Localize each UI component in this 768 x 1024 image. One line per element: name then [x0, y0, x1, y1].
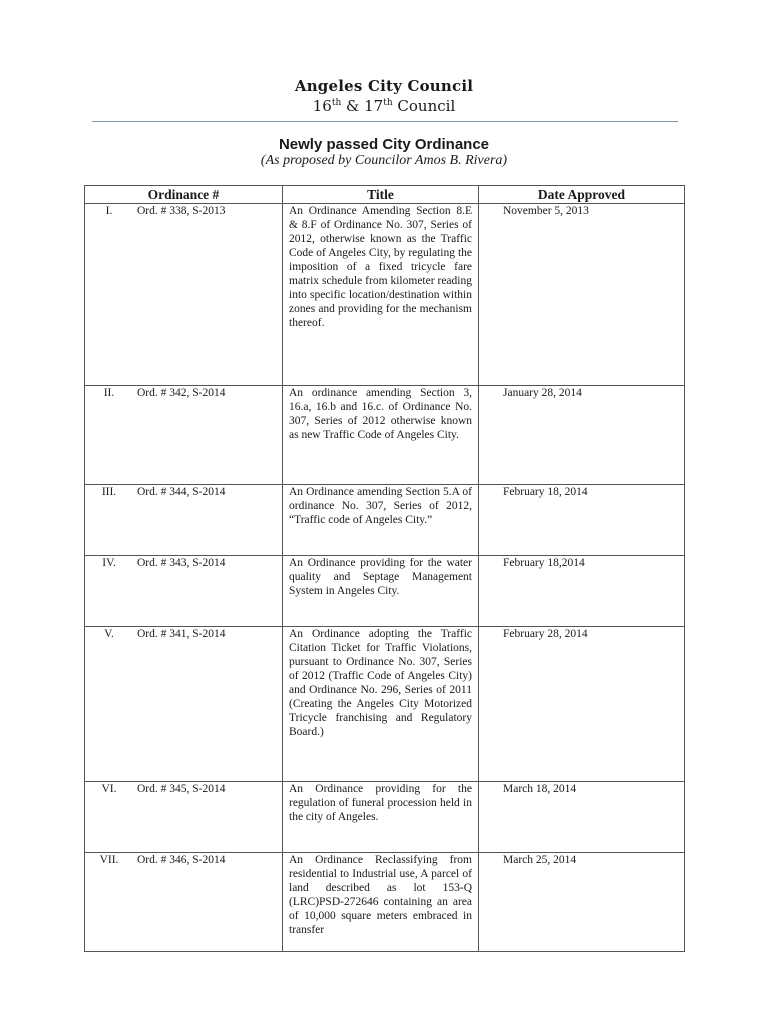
ordinance-title: An ordinance amending Section 3, 16.a, 16.b and 16.c. of Ordinance No. 307, Series of 2012 otherwise known as new Traffic Code of Angeles City.: [289, 387, 472, 441]
document-header: [0, 76, 768, 116]
ordinance-cell: [85, 485, 283, 556]
ordinance-table: [84, 185, 685, 952]
council-number: [0, 96, 768, 116]
date-cell: [479, 556, 685, 627]
title-cell: [283, 782, 479, 853]
ordinance-title: An Ordinance adopting the Traffic Citation Ticket for Traffic Violations, pursuant to Ordinance No. 307, Series of 2012 (Traffic Code of Angeles City) and Ordinance No. 296, Series of 2011 (Creating the Angeles City Motorized Tricycle franchising and Regulatory Board.): [289, 628, 472, 738]
table-row: [85, 627, 685, 782]
date-cell: [479, 204, 685, 386]
header-divider: [92, 121, 678, 122]
ordinance-cell: [85, 782, 283, 853]
date-cell: [479, 627, 685, 782]
row-numeral: II.: [103, 387, 115, 399]
ordinance-number: Ord. # 338, S-2013: [137, 205, 226, 217]
ordinance-number: Ord. # 346, S-2014: [137, 854, 226, 866]
ordinance-number: Ord. # 343, S-2014: [137, 557, 226, 569]
table-row: [85, 853, 685, 952]
ordinance-cell: [85, 386, 283, 485]
date-approved: February 18,2014: [503, 557, 585, 569]
row-numeral: V.: [104, 628, 114, 640]
title-cell: [283, 556, 479, 627]
table-row: [85, 556, 685, 627]
header-title: Title: [283, 186, 479, 204]
ordinance-title: An Ordinance Reclassifying from residential to Industrial use, A parcel of land described as lot 153-Q (LRC)PSD-272646 containing an area of 10,000 square meters embraced in transfer: [289, 854, 472, 936]
date-approved: March 25, 2014: [503, 854, 577, 866]
council-number-16: 16: [312, 97, 332, 115]
ordinance-title: An Ordinance providing for the regulation of funeral procession held in the city of Angeles.: [289, 783, 472, 823]
council-word: Council: [392, 97, 456, 115]
title-cell: [283, 204, 479, 386]
ordinance-title: An Ordinance providing for the water quality and Septage Management System in Angeles City.: [289, 557, 472, 597]
header-date-approved: Date Approved: [479, 186, 685, 204]
header-ordinance-number: Ordinance #: [85, 186, 283, 204]
ordinance-number: Ord. # 341, S-2014: [137, 628, 226, 640]
ordinance-title: An Ordinance Amending Section 8.E & 8.F of Ordinance No. 307, Series of 2012, otherwise known as the Traffic Code of Angeles City, by regulating the imposition of a fixed tricycle fare matrix schedule from kilometer reading into specific location/destination within zones and providing for the mechanism thereof.: [289, 205, 472, 329]
title-cell: [283, 386, 479, 485]
table-header-row: [85, 186, 685, 204]
row-numeral: IV.: [102, 557, 116, 569]
ordinance-title: An Ordinance amending Section 5.A of ordinance No. 307, Series of 2012, “Traffic code of Angeles City.”: [289, 486, 472, 526]
date-approved: November 5, 2013: [503, 205, 589, 217]
date-cell: [479, 782, 685, 853]
date-approved: January 28, 2014: [503, 387, 582, 399]
date-approved: March 18, 2014: [503, 783, 577, 795]
title-cell: [283, 853, 479, 952]
ordinance-number: Ord. # 342, S-2014: [137, 387, 226, 399]
council-number-17: & 17: [341, 97, 384, 115]
title-cell: [283, 485, 479, 556]
council-name: Angeles City Council: [294, 77, 474, 95]
table-row: [85, 386, 685, 485]
date-cell: [479, 386, 685, 485]
table-row: [85, 782, 685, 853]
row-numeral: VI.: [101, 783, 117, 795]
row-numeral: I.: [105, 205, 113, 217]
ordinance-cell: [85, 853, 283, 952]
ordinance-number: Ord. # 344, S-2014: [137, 486, 226, 498]
date-cell: [479, 853, 685, 952]
council-number-16-suffix: th: [331, 98, 342, 108]
row-numeral: VII.: [99, 854, 119, 866]
ordinance-cell: [85, 204, 283, 386]
date-cell: [479, 485, 685, 556]
ordinance-cell: [85, 556, 283, 627]
document-subtitle: (As proposed by Councilor Amos B. Rivera): [260, 153, 508, 168]
title-cell: [283, 627, 479, 782]
document-title: Newly passed City Ordinance: [278, 136, 490, 153]
date-approved: February 28, 2014: [503, 628, 588, 640]
table-row: [85, 485, 685, 556]
table-row: [85, 204, 685, 386]
council-number-17-suffix: th: [383, 98, 393, 108]
ordinance-number: Ord. # 345, S-2014: [137, 783, 226, 795]
ordinance-cell: [85, 627, 283, 782]
row-numeral: III.: [101, 486, 117, 498]
date-approved: February 18, 2014: [503, 486, 588, 498]
